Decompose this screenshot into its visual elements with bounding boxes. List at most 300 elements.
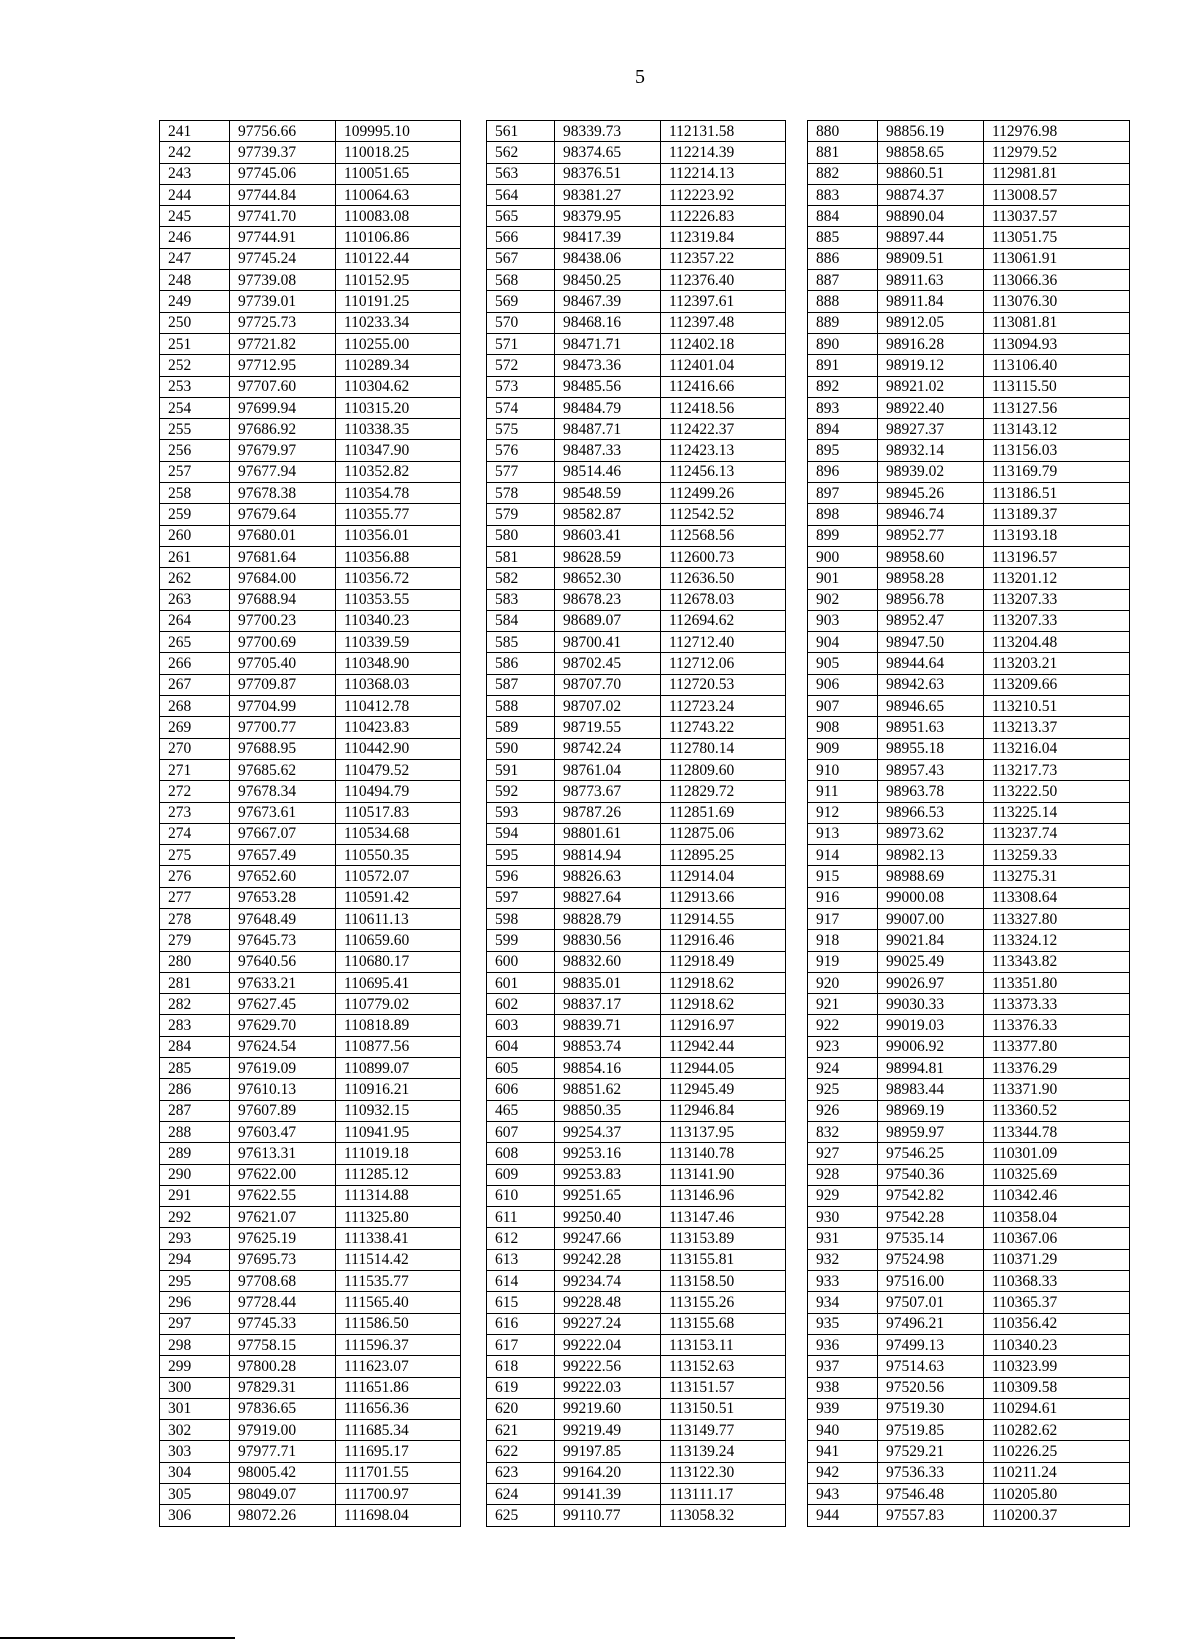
y-coordinate-cell: 113141.90 bbox=[661, 1164, 786, 1185]
point-number-cell: 912 bbox=[808, 802, 878, 823]
point-number-cell: 900 bbox=[808, 546, 878, 567]
coordinates-table bbox=[159, 120, 1130, 1527]
y-coordinate-cell: 110325.69 bbox=[984, 1164, 1130, 1185]
column-group-separator bbox=[461, 312, 487, 333]
column-group-separator bbox=[461, 376, 487, 397]
x-coordinate-cell: 98958.28 bbox=[878, 568, 984, 589]
table-row bbox=[160, 461, 1130, 482]
point-number-cell: 928 bbox=[808, 1164, 878, 1185]
y-coordinate-cell: 112913.66 bbox=[661, 887, 786, 908]
point-number-cell: 931 bbox=[808, 1228, 878, 1249]
x-coordinate-cell: 97519.85 bbox=[878, 1420, 984, 1441]
table-row bbox=[160, 1441, 1130, 1462]
table-row bbox=[160, 1292, 1130, 1313]
column-group-separator bbox=[461, 1185, 487, 1206]
x-coordinate-cell: 97688.95 bbox=[230, 738, 336, 759]
point-number-cell: 241 bbox=[160, 121, 230, 142]
y-coordinate-cell: 112829.72 bbox=[661, 781, 786, 802]
point-number-cell: 256 bbox=[160, 440, 230, 461]
column-group-separator bbox=[786, 333, 808, 354]
x-coordinate-cell: 98049.07 bbox=[230, 1484, 336, 1505]
point-number-cell: 304 bbox=[160, 1462, 230, 1483]
x-coordinate-cell: 97624.54 bbox=[230, 1036, 336, 1057]
x-coordinate-cell: 98839.71 bbox=[555, 1015, 661, 1036]
y-coordinate-cell: 110412.78 bbox=[336, 696, 461, 717]
x-coordinate-cell: 97695.73 bbox=[230, 1249, 336, 1270]
y-coordinate-cell: 113225.14 bbox=[984, 802, 1130, 823]
x-coordinate-cell: 98787.26 bbox=[555, 802, 661, 823]
x-coordinate-cell: 97496.21 bbox=[878, 1313, 984, 1334]
x-coordinate-cell: 98957.43 bbox=[878, 759, 984, 780]
point-number-cell: 925 bbox=[808, 1079, 878, 1100]
column-group-separator bbox=[786, 1271, 808, 1292]
column-group-separator bbox=[461, 866, 487, 887]
column-group-separator bbox=[786, 397, 808, 418]
point-number-cell: 938 bbox=[808, 1377, 878, 1398]
x-coordinate-cell: 98945.26 bbox=[878, 483, 984, 504]
y-coordinate-cell: 112214.39 bbox=[661, 142, 786, 163]
y-coordinate-cell: 110122.44 bbox=[336, 248, 461, 269]
x-coordinate-cell: 99247.66 bbox=[555, 1228, 661, 1249]
x-coordinate-cell: 97677.94 bbox=[230, 461, 336, 482]
y-coordinate-cell: 113193.18 bbox=[984, 525, 1130, 546]
y-coordinate-cell: 112895.25 bbox=[661, 845, 786, 866]
x-coordinate-cell: 97700.69 bbox=[230, 632, 336, 653]
y-coordinate-cell: 113061.91 bbox=[984, 248, 1130, 269]
y-coordinate-cell: 113155.81 bbox=[661, 1249, 786, 1270]
column-group-separator bbox=[461, 1377, 487, 1398]
y-coordinate-cell: 110289.34 bbox=[336, 355, 461, 376]
point-number-cell: 885 bbox=[808, 227, 878, 248]
point-number-cell: 570 bbox=[487, 312, 555, 333]
column-group-separator bbox=[461, 1207, 487, 1228]
point-number-cell: 902 bbox=[808, 589, 878, 610]
x-coordinate-cell: 97536.33 bbox=[878, 1462, 984, 1483]
y-coordinate-cell: 111314.88 bbox=[336, 1185, 461, 1206]
y-coordinate-cell: 110779.02 bbox=[336, 994, 461, 1015]
table-body bbox=[160, 121, 1130, 1527]
column-group-separator bbox=[461, 1441, 487, 1462]
point-number-cell: 242 bbox=[160, 142, 230, 163]
x-coordinate-cell: 97679.97 bbox=[230, 440, 336, 461]
point-number-cell: 592 bbox=[487, 781, 555, 802]
table-row bbox=[160, 376, 1130, 397]
x-coordinate-cell: 97625.19 bbox=[230, 1228, 336, 1249]
point-number-cell: 906 bbox=[808, 674, 878, 695]
column-group-separator bbox=[461, 610, 487, 631]
x-coordinate-cell: 97680.01 bbox=[230, 525, 336, 546]
y-coordinate-cell: 110517.83 bbox=[336, 802, 461, 823]
point-number-cell: 918 bbox=[808, 930, 878, 951]
column-group-separator bbox=[461, 546, 487, 567]
point-number-cell: 599 bbox=[487, 930, 555, 951]
y-coordinate-cell: 111656.36 bbox=[336, 1398, 461, 1419]
column-group-separator bbox=[786, 1462, 808, 1483]
point-number-cell: 914 bbox=[808, 845, 878, 866]
point-number-cell: 577 bbox=[487, 461, 555, 482]
y-coordinate-cell: 113210.51 bbox=[984, 696, 1130, 717]
y-coordinate-cell: 112678.03 bbox=[661, 589, 786, 610]
column-group-separator bbox=[786, 994, 808, 1015]
table-row bbox=[160, 1313, 1130, 1334]
x-coordinate-cell: 97540.36 bbox=[878, 1164, 984, 1185]
column-group-separator bbox=[786, 376, 808, 397]
x-coordinate-cell: 97633.21 bbox=[230, 972, 336, 993]
x-coordinate-cell: 99254.37 bbox=[555, 1121, 661, 1142]
column-group-separator bbox=[461, 206, 487, 227]
y-coordinate-cell: 111338.41 bbox=[336, 1228, 461, 1249]
table-row bbox=[160, 738, 1130, 759]
point-number-cell: 562 bbox=[487, 142, 555, 163]
y-coordinate-cell: 110342.46 bbox=[984, 1185, 1130, 1206]
x-coordinate-cell: 97681.64 bbox=[230, 546, 336, 567]
table-row bbox=[160, 1121, 1130, 1142]
x-coordinate-cell: 98707.02 bbox=[555, 696, 661, 717]
y-coordinate-cell: 112743.22 bbox=[661, 717, 786, 738]
table-row bbox=[160, 1058, 1130, 1079]
y-coordinate-cell: 112712.40 bbox=[661, 632, 786, 653]
point-number-cell: 933 bbox=[808, 1271, 878, 1292]
y-coordinate-cell: 110338.35 bbox=[336, 419, 461, 440]
point-number-cell: 246 bbox=[160, 227, 230, 248]
point-number-cell: 276 bbox=[160, 866, 230, 887]
column-group-separator bbox=[786, 355, 808, 376]
table-row bbox=[160, 823, 1130, 844]
point-number-cell: 935 bbox=[808, 1313, 878, 1334]
x-coordinate-cell: 97741.70 bbox=[230, 206, 336, 227]
column-group-separator bbox=[461, 1100, 487, 1121]
point-number-cell: 267 bbox=[160, 674, 230, 695]
y-coordinate-cell: 110191.25 bbox=[336, 291, 461, 312]
x-coordinate-cell: 97705.40 bbox=[230, 653, 336, 674]
y-coordinate-cell: 113196.57 bbox=[984, 546, 1130, 567]
point-number-cell: 602 bbox=[487, 994, 555, 1015]
column-group-separator bbox=[786, 184, 808, 205]
column-group-separator bbox=[461, 589, 487, 610]
point-number-cell: 284 bbox=[160, 1036, 230, 1057]
table-row bbox=[160, 227, 1130, 248]
point-number-cell: 594 bbox=[487, 823, 555, 844]
point-number-cell: 907 bbox=[808, 696, 878, 717]
table-row bbox=[160, 908, 1130, 929]
table-row bbox=[160, 440, 1130, 461]
y-coordinate-cell: 110064.63 bbox=[336, 184, 461, 205]
x-coordinate-cell: 97507.01 bbox=[878, 1292, 984, 1313]
x-coordinate-cell: 98946.74 bbox=[878, 504, 984, 525]
point-number-cell: 904 bbox=[808, 632, 878, 653]
column-group-separator bbox=[461, 483, 487, 504]
column-group-separator bbox=[461, 1398, 487, 1419]
y-coordinate-cell: 110550.35 bbox=[336, 845, 461, 866]
y-coordinate-cell: 110339.59 bbox=[336, 632, 461, 653]
point-number-cell: 886 bbox=[808, 248, 878, 269]
table-row bbox=[160, 291, 1130, 312]
y-coordinate-cell: 112720.53 bbox=[661, 674, 786, 695]
point-number-cell: 582 bbox=[487, 568, 555, 589]
x-coordinate-cell: 97546.48 bbox=[878, 1484, 984, 1505]
point-number-cell: 275 bbox=[160, 845, 230, 866]
y-coordinate-cell: 113115.50 bbox=[984, 376, 1130, 397]
table-row bbox=[160, 610, 1130, 631]
point-number-cell: 919 bbox=[808, 951, 878, 972]
x-coordinate-cell: 98944.64 bbox=[878, 653, 984, 674]
x-coordinate-cell: 98927.37 bbox=[878, 419, 984, 440]
y-coordinate-cell: 112568.56 bbox=[661, 525, 786, 546]
column-group-separator bbox=[786, 248, 808, 269]
y-coordinate-cell: 112636.50 bbox=[661, 568, 786, 589]
x-coordinate-cell: 99219.60 bbox=[555, 1398, 661, 1419]
x-coordinate-cell: 98376.51 bbox=[555, 163, 661, 184]
x-coordinate-cell: 99251.65 bbox=[555, 1185, 661, 1206]
point-number-cell: 568 bbox=[487, 270, 555, 291]
column-group-separator bbox=[786, 312, 808, 333]
x-coordinate-cell: 98582.87 bbox=[555, 504, 661, 525]
x-coordinate-cell: 97514.63 bbox=[878, 1356, 984, 1377]
column-group-separator bbox=[786, 908, 808, 929]
point-number-cell: 578 bbox=[487, 483, 555, 504]
x-coordinate-cell: 98827.64 bbox=[555, 887, 661, 908]
y-coordinate-cell: 110323.99 bbox=[984, 1356, 1130, 1377]
table-row bbox=[160, 632, 1130, 653]
x-coordinate-cell: 98678.23 bbox=[555, 589, 661, 610]
x-coordinate-cell: 97704.99 bbox=[230, 696, 336, 717]
column-group-separator bbox=[786, 1441, 808, 1462]
point-number-cell: 883 bbox=[808, 184, 878, 205]
x-coordinate-cell: 98897.44 bbox=[878, 227, 984, 248]
x-coordinate-cell: 98874.37 bbox=[878, 184, 984, 205]
x-coordinate-cell: 98952.77 bbox=[878, 525, 984, 546]
column-group-separator bbox=[786, 1377, 808, 1398]
y-coordinate-cell: 113216.04 bbox=[984, 738, 1130, 759]
point-number-cell: 252 bbox=[160, 355, 230, 376]
y-coordinate-cell: 113360.52 bbox=[984, 1100, 1130, 1121]
point-number-cell: 258 bbox=[160, 483, 230, 504]
column-group-separator bbox=[786, 440, 808, 461]
x-coordinate-cell: 99253.83 bbox=[555, 1164, 661, 1185]
x-coordinate-cell: 97542.82 bbox=[878, 1185, 984, 1206]
column-group-separator bbox=[461, 632, 487, 653]
column-group-separator bbox=[461, 781, 487, 802]
x-coordinate-cell: 99222.03 bbox=[555, 1377, 661, 1398]
y-coordinate-cell: 113327.80 bbox=[984, 908, 1130, 929]
point-number-cell: 269 bbox=[160, 717, 230, 738]
x-coordinate-cell: 98005.42 bbox=[230, 1462, 336, 1483]
y-coordinate-cell: 110355.77 bbox=[336, 504, 461, 525]
table-row bbox=[160, 845, 1130, 866]
x-coordinate-cell: 97667.07 bbox=[230, 823, 336, 844]
y-coordinate-cell: 112851.69 bbox=[661, 802, 786, 823]
x-coordinate-cell: 98890.04 bbox=[878, 206, 984, 227]
point-number-cell: 941 bbox=[808, 1441, 878, 1462]
point-number-cell: 251 bbox=[160, 333, 230, 354]
column-group-separator bbox=[461, 1484, 487, 1505]
x-coordinate-cell: 98485.56 bbox=[555, 376, 661, 397]
point-number-cell: 575 bbox=[487, 419, 555, 440]
x-coordinate-cell: 99222.56 bbox=[555, 1356, 661, 1377]
y-coordinate-cell: 110680.17 bbox=[336, 951, 461, 972]
y-coordinate-cell: 113207.33 bbox=[984, 610, 1130, 631]
y-coordinate-cell: 113058.32 bbox=[661, 1505, 786, 1526]
column-group-separator bbox=[786, 1036, 808, 1057]
column-group-separator bbox=[461, 1015, 487, 1036]
x-coordinate-cell: 98922.40 bbox=[878, 397, 984, 418]
point-number-cell: 565 bbox=[487, 206, 555, 227]
column-group-separator bbox=[786, 546, 808, 567]
y-coordinate-cell: 112780.14 bbox=[661, 738, 786, 759]
y-coordinate-cell: 112499.26 bbox=[661, 483, 786, 504]
table-row bbox=[160, 1143, 1130, 1164]
y-coordinate-cell: 113207.33 bbox=[984, 589, 1130, 610]
column-group-separator bbox=[786, 866, 808, 887]
column-group-separator bbox=[461, 994, 487, 1015]
x-coordinate-cell: 97739.37 bbox=[230, 142, 336, 163]
table-row bbox=[160, 1015, 1130, 1036]
y-coordinate-cell: 112214.13 bbox=[661, 163, 786, 184]
table-row bbox=[160, 1271, 1130, 1292]
point-number-cell: 929 bbox=[808, 1185, 878, 1206]
y-coordinate-cell: 111565.40 bbox=[336, 1292, 461, 1313]
column-group-separator bbox=[461, 1143, 487, 1164]
x-coordinate-cell: 97519.30 bbox=[878, 1398, 984, 1419]
y-coordinate-cell: 110591.42 bbox=[336, 887, 461, 908]
x-coordinate-cell: 97603.47 bbox=[230, 1121, 336, 1142]
point-number-cell: 249 bbox=[160, 291, 230, 312]
x-coordinate-cell: 97977.71 bbox=[230, 1441, 336, 1462]
y-coordinate-cell: 113222.50 bbox=[984, 781, 1130, 802]
x-coordinate-cell: 98946.65 bbox=[878, 696, 984, 717]
point-number-cell: 268 bbox=[160, 696, 230, 717]
point-number-cell: 292 bbox=[160, 1207, 230, 1228]
y-coordinate-cell: 110282.62 bbox=[984, 1420, 1130, 1441]
y-coordinate-cell: 112397.48 bbox=[661, 312, 786, 333]
table-row bbox=[160, 121, 1130, 142]
point-number-cell: 911 bbox=[808, 781, 878, 802]
column-group-separator bbox=[786, 1484, 808, 1505]
y-coordinate-cell: 110534.68 bbox=[336, 823, 461, 844]
x-coordinate-cell: 98982.13 bbox=[878, 845, 984, 866]
column-group-separator bbox=[461, 504, 487, 525]
point-number-cell: 613 bbox=[487, 1249, 555, 1270]
point-number-cell: 272 bbox=[160, 781, 230, 802]
column-group-separator bbox=[786, 1505, 808, 1526]
x-coordinate-cell: 97725.73 bbox=[230, 312, 336, 333]
point-number-cell: 601 bbox=[487, 972, 555, 993]
y-coordinate-cell: 110348.90 bbox=[336, 653, 461, 674]
x-coordinate-cell: 97684.00 bbox=[230, 568, 336, 589]
y-coordinate-cell: 112418.56 bbox=[661, 397, 786, 418]
y-coordinate-cell: 113149.77 bbox=[661, 1420, 786, 1441]
table-row bbox=[160, 802, 1130, 823]
x-coordinate-cell: 99253.16 bbox=[555, 1143, 661, 1164]
x-coordinate-cell: 97619.09 bbox=[230, 1058, 336, 1079]
column-group-separator bbox=[461, 461, 487, 482]
x-coordinate-cell: 98801.61 bbox=[555, 823, 661, 844]
point-number-cell: 585 bbox=[487, 632, 555, 653]
point-number-cell: 597 bbox=[487, 887, 555, 908]
x-coordinate-cell: 97678.38 bbox=[230, 483, 336, 504]
y-coordinate-cell: 110442.90 bbox=[336, 738, 461, 759]
y-coordinate-cell: 113155.26 bbox=[661, 1292, 786, 1313]
point-number-cell: 937 bbox=[808, 1356, 878, 1377]
y-coordinate-cell: 110818.89 bbox=[336, 1015, 461, 1036]
x-coordinate-cell: 98719.55 bbox=[555, 717, 661, 738]
x-coordinate-cell: 99021.84 bbox=[878, 930, 984, 951]
column-group-separator bbox=[786, 1143, 808, 1164]
column-group-separator bbox=[786, 1313, 808, 1334]
point-number-cell: 607 bbox=[487, 1121, 555, 1142]
y-coordinate-cell: 113127.56 bbox=[984, 397, 1130, 418]
point-number-cell: 604 bbox=[487, 1036, 555, 1057]
y-coordinate-cell: 110211.24 bbox=[984, 1462, 1130, 1483]
table-row bbox=[160, 759, 1130, 780]
y-coordinate-cell: 110340.23 bbox=[984, 1334, 1130, 1355]
point-number-cell: 567 bbox=[487, 248, 555, 269]
column-group-separator bbox=[786, 696, 808, 717]
y-coordinate-cell: 110611.13 bbox=[336, 908, 461, 929]
x-coordinate-cell: 98858.65 bbox=[878, 142, 984, 163]
point-number-cell: 891 bbox=[808, 355, 878, 376]
x-coordinate-cell: 98379.95 bbox=[555, 206, 661, 227]
x-coordinate-cell: 97919.00 bbox=[230, 1420, 336, 1441]
y-coordinate-cell: 112416.66 bbox=[661, 376, 786, 397]
x-coordinate-cell: 97699.94 bbox=[230, 397, 336, 418]
x-coordinate-cell: 98381.27 bbox=[555, 184, 661, 205]
point-number-cell: 572 bbox=[487, 355, 555, 376]
y-coordinate-cell: 110371.29 bbox=[984, 1249, 1130, 1270]
column-group-separator bbox=[461, 1079, 487, 1100]
column-group-separator bbox=[461, 717, 487, 738]
y-coordinate-cell: 113376.33 bbox=[984, 1015, 1130, 1036]
x-coordinate-cell: 98932.14 bbox=[878, 440, 984, 461]
column-group-separator bbox=[786, 142, 808, 163]
point-number-cell: 300 bbox=[160, 1377, 230, 1398]
column-group-separator bbox=[461, 1121, 487, 1142]
y-coordinate-cell: 113189.37 bbox=[984, 504, 1130, 525]
y-coordinate-cell: 113081.81 bbox=[984, 312, 1130, 333]
y-coordinate-cell: 113209.66 bbox=[984, 674, 1130, 695]
column-group-separator bbox=[786, 461, 808, 482]
table-row bbox=[160, 419, 1130, 440]
column-group-separator bbox=[461, 823, 487, 844]
x-coordinate-cell: 97520.56 bbox=[878, 1377, 984, 1398]
y-coordinate-cell: 113186.51 bbox=[984, 483, 1130, 504]
y-coordinate-cell: 111623.07 bbox=[336, 1356, 461, 1377]
column-group-separator bbox=[461, 1164, 487, 1185]
point-number-cell: 257 bbox=[160, 461, 230, 482]
y-coordinate-cell: 113343.82 bbox=[984, 951, 1130, 972]
y-coordinate-cell: 112809.60 bbox=[661, 759, 786, 780]
y-coordinate-cell: 113146.96 bbox=[661, 1185, 786, 1206]
x-coordinate-cell: 97700.77 bbox=[230, 717, 336, 738]
point-number-cell: 620 bbox=[487, 1398, 555, 1419]
point-number-cell: 899 bbox=[808, 525, 878, 546]
y-coordinate-cell: 111285.12 bbox=[336, 1164, 461, 1185]
x-coordinate-cell: 99141.39 bbox=[555, 1484, 661, 1505]
x-coordinate-cell: 97712.95 bbox=[230, 355, 336, 376]
table-row bbox=[160, 142, 1130, 163]
column-group-separator bbox=[461, 1271, 487, 1292]
x-coordinate-cell: 98958.60 bbox=[878, 546, 984, 567]
table-row bbox=[160, 696, 1130, 717]
point-number-cell: 936 bbox=[808, 1334, 878, 1355]
x-coordinate-cell: 97627.45 bbox=[230, 994, 336, 1015]
x-coordinate-cell: 97836.65 bbox=[230, 1398, 336, 1419]
x-coordinate-cell: 97700.23 bbox=[230, 610, 336, 631]
point-number-cell: 832 bbox=[808, 1121, 878, 1142]
x-coordinate-cell: 98947.50 bbox=[878, 632, 984, 653]
x-coordinate-cell: 98837.17 bbox=[555, 994, 661, 1015]
point-number-cell: 586 bbox=[487, 653, 555, 674]
